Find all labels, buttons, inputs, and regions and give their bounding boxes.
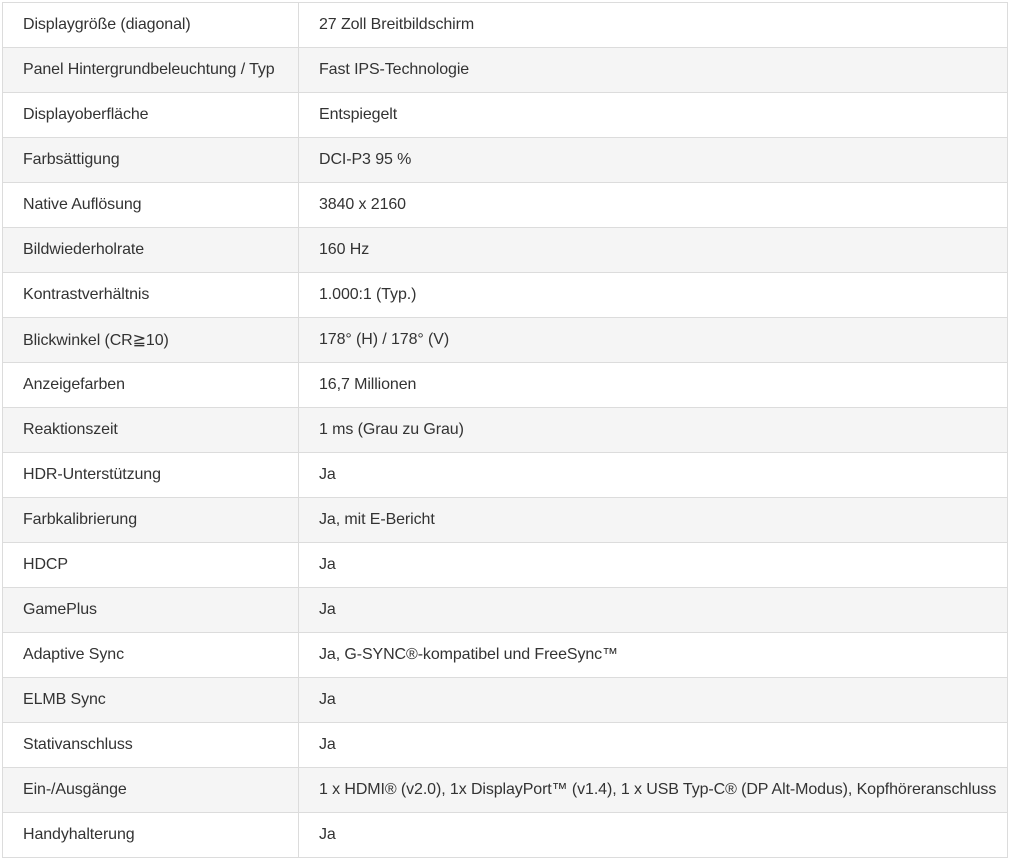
spec-label: HDR-Unterstützung — [3, 453, 299, 498]
spec-label: Stativanschluss — [3, 723, 299, 768]
spec-label: Handyhalterung — [3, 813, 299, 858]
spec-label: Kontrastverhältnis — [3, 273, 299, 318]
table-row — [3, 93, 1008, 138]
spec-value: Ja — [299, 588, 1008, 633]
table-row — [3, 453, 1008, 498]
table-row — [3, 678, 1008, 723]
spec-value: 1.000:1 (Typ.) — [299, 273, 1008, 318]
spec-label: Native Auflösung — [3, 183, 299, 228]
spec-label: Blickwinkel (CR≧10) — [3, 318, 299, 363]
table-row — [3, 633, 1008, 678]
table-row — [3, 318, 1008, 363]
spec-value: Ja — [299, 543, 1008, 588]
table-row — [3, 183, 1008, 228]
spec-label: GamePlus — [3, 588, 299, 633]
spec-label: HDCP — [3, 543, 299, 588]
spec-value: Entspiegelt — [299, 93, 1008, 138]
spec-label: Panel Hintergrundbeleuchtung / Typ — [3, 48, 299, 93]
spec-label: Ein-/Ausgänge — [3, 768, 299, 813]
table-row — [3, 498, 1008, 543]
table-row — [3, 48, 1008, 93]
spec-label: ELMB Sync — [3, 678, 299, 723]
spec-value: 16,7 Millionen — [299, 363, 1008, 408]
spec-value: Ja, G-SYNC®-kompatibel und FreeSync™ — [299, 633, 1008, 678]
spec-value: DCI-P3 95 % — [299, 138, 1008, 183]
spec-value: 3840 x 2160 — [299, 183, 1008, 228]
spec-value: 27 Zoll Breitbildschirm — [299, 3, 1008, 48]
spec-value: Ja — [299, 723, 1008, 768]
table-row — [3, 138, 1008, 183]
table-row — [3, 768, 1008, 813]
table-row — [3, 543, 1008, 588]
spec-value: Ja, mit E-Bericht — [299, 498, 1008, 543]
spec-value: Fast IPS-Technologie — [299, 48, 1008, 93]
spec-label: Reaktionszeit — [3, 408, 299, 453]
spec-label: Displaygröße (diagonal) — [3, 3, 299, 48]
table-row — [3, 588, 1008, 633]
spec-label: Anzeigefarben — [3, 363, 299, 408]
spec-label: Displayoberfläche — [3, 93, 299, 138]
table-row — [3, 813, 1008, 858]
spec-label: Farbsättigung — [3, 138, 299, 183]
spec-value: Ja — [299, 453, 1008, 498]
table-row — [3, 408, 1008, 453]
table-row — [3, 273, 1008, 318]
table-row — [3, 228, 1008, 273]
table-row — [3, 723, 1008, 768]
table-row — [3, 3, 1008, 48]
spec-table — [2, 2, 1008, 858]
spec-label: Farbkalibrierung — [3, 498, 299, 543]
spec-value: 1 x HDMI® (v2.0), 1x DisplayPort™ (v1.4), 1 x USB Typ-C® (DP Alt-Modus), Kopfhöreranschluss — [299, 768, 1008, 813]
spec-label: Adaptive Sync — [3, 633, 299, 678]
spec-table-body — [3, 3, 1008, 858]
spec-value: 160 Hz — [299, 228, 1008, 273]
spec-label: Bildwiederholrate — [3, 228, 299, 273]
spec-value: Ja — [299, 678, 1008, 723]
spec-value: 1 ms (Grau zu Grau) — [299, 408, 1008, 453]
spec-value: 178° (H) / 178° (V) — [299, 318, 1008, 363]
spec-value: Ja — [299, 813, 1008, 858]
table-row — [3, 363, 1008, 408]
